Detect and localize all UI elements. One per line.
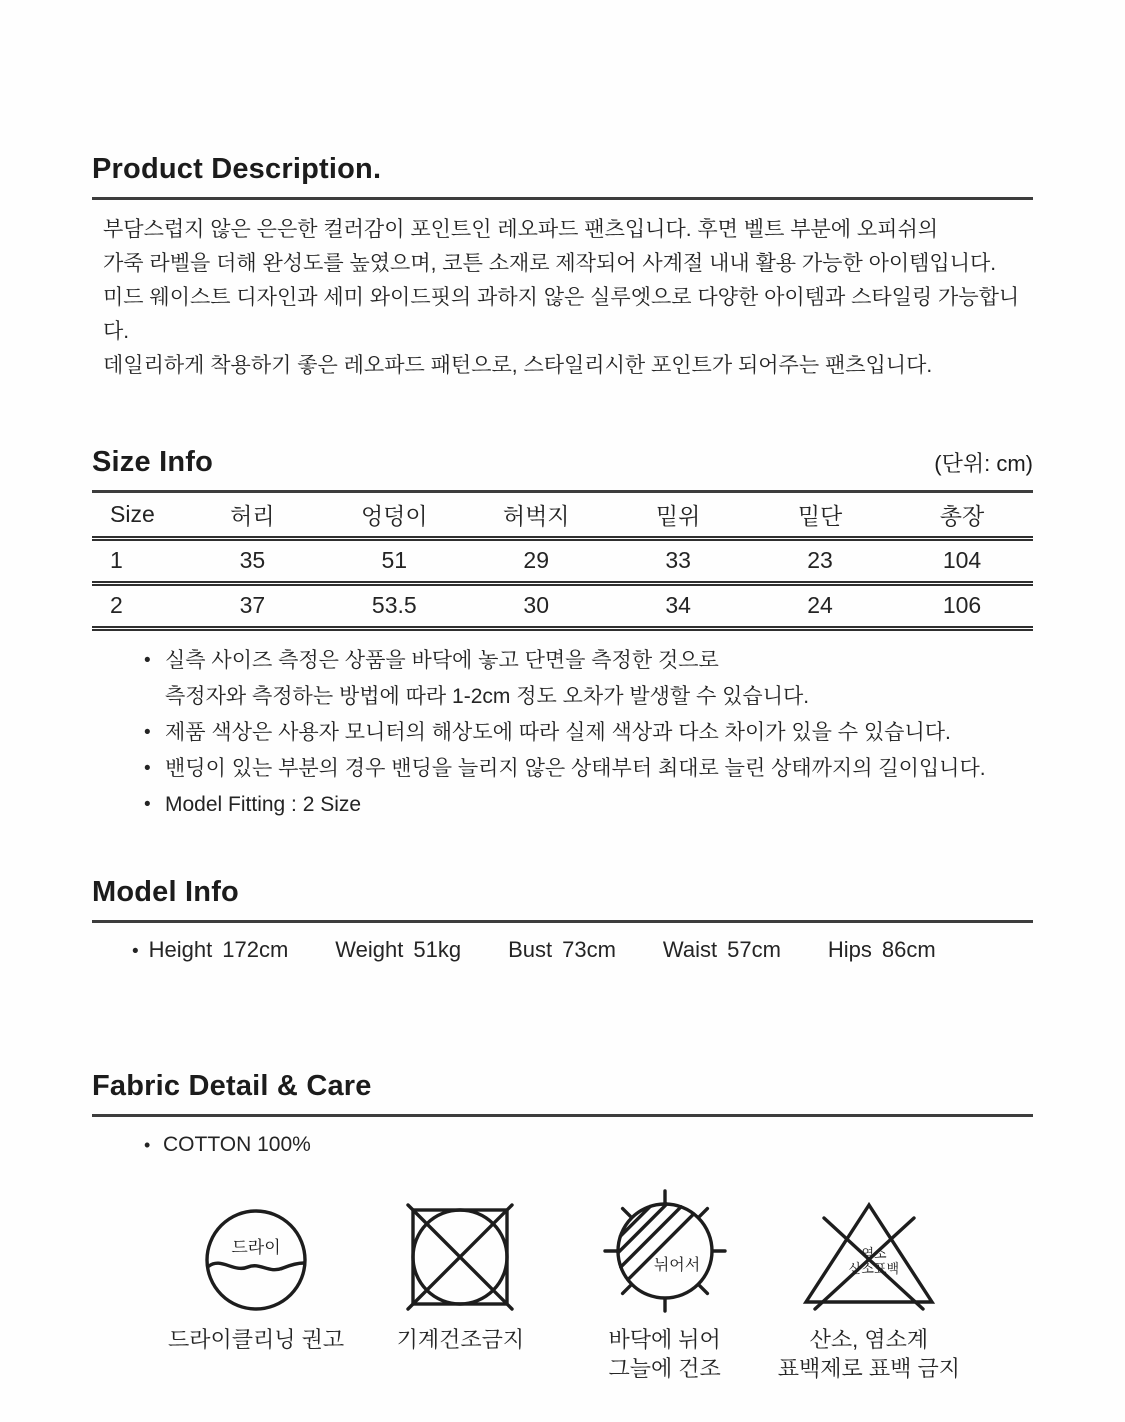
hip-cell: 51	[381, 547, 408, 573]
bullet-icon: •	[144, 721, 151, 743]
bullet-icon: •	[132, 940, 139, 962]
rise-cell: 34	[665, 592, 691, 618]
fabric-care-title: Fabric Detail & Care	[92, 1069, 372, 1102]
column-header-waist: 허리	[230, 502, 275, 529]
model-stats	[92, 937, 1033, 963]
size-table	[92, 493, 1033, 631]
care-label: 바닥에 뉘어 그늘에 건조	[608, 1326, 721, 1381]
note-text: 밴딩이 있는 부분의 경우 밴딩을 늘리지 않은 상태부터 최대로 늘린 상태까지의 길이입니다.	[165, 756, 986, 780]
table-row	[92, 538, 1033, 583]
model-info-header	[92, 873, 1033, 923]
model-stat-weight	[335, 937, 461, 963]
model-stat-height	[132, 937, 288, 963]
care-item-no-bleach	[767, 1191, 971, 1383]
care-label: 산소, 염소계 표백제로 표백 금지	[777, 1326, 960, 1381]
note-line	[144, 751, 1033, 787]
fabric-care-section	[92, 1067, 1033, 1383]
description-line: 가죽 라벨을 더해 완성도를 높였으며, 코튼 소재로 제작되어 사계절 내내 활용 가능한 아이템입니다.	[103, 252, 997, 275]
stat-value: 86cm	[881, 936, 936, 962]
stat-value: 51kg	[413, 936, 462, 962]
hip-cell: 53.5	[371, 592, 417, 618]
stat-label: Bust	[508, 936, 553, 962]
hem-cell: 24	[807, 592, 833, 618]
note-line	[144, 715, 1033, 751]
bullet-icon	[144, 679, 165, 715]
column-header-thigh: 허벅지	[502, 502, 570, 529]
column-header-length: 총장	[939, 502, 985, 529]
size-info-header	[92, 443, 1033, 493]
model-info-section	[92, 873, 1033, 963]
column-header-hip: 엉덩이	[360, 502, 428, 529]
care-item-dry-clean	[154, 1191, 358, 1383]
no-bleach-icon	[793, 1191, 945, 1313]
care-icons-row	[92, 1191, 1033, 1383]
thigh-cell: 30	[523, 592, 549, 618]
note-line	[144, 787, 1033, 823]
column-header-hem: 밑단	[797, 502, 843, 529]
description-line: 부담스럽지 않은 은은한 컬러감이 포인트인 레오파드 팬츠입니다. 후면 벨트 부분에 오피쉬의	[103, 218, 939, 241]
care-label: 기계건조금지	[396, 1326, 525, 1352]
stat-value: 172cm	[222, 936, 289, 962]
column-header-rise: 밑위	[655, 502, 701, 529]
bullet-icon: •	[144, 1134, 151, 1155]
no-tumble-dry-icon	[404, 1191, 516, 1313]
waist-cell: 35	[239, 547, 266, 573]
model-stat-bust	[508, 937, 616, 963]
bullet-icon: •	[144, 793, 151, 815]
note-text: 실측 사이즈 측정은 상품을 바닥에 놓고 단면을 측정한 것으로	[165, 648, 719, 672]
note-text: 제품 색상은 사용자 모니터의 해상도에 따라 실제 색상과 다소 차이가 있을 수 있습니다.	[165, 720, 951, 744]
size-info-title: Size Info	[92, 446, 214, 478]
length-cell: 106	[942, 592, 982, 618]
size-cell: 1	[110, 547, 123, 573]
no-bleach-icon-text-line2: 산소표백	[848, 1260, 899, 1276]
dry-flat-shade-icon	[603, 1191, 727, 1313]
size-table-header-row	[92, 493, 1033, 538]
stat-value: 57cm	[727, 936, 781, 962]
model-stat-waist	[663, 937, 781, 963]
product-description-title: Product Description.	[92, 153, 382, 185]
composition-text: COTTON 100%	[163, 1132, 311, 1156]
care-item-dry-flat-shade	[563, 1191, 767, 1383]
fabric-composition	[92, 1129, 1033, 1161]
waist-cell: 37	[239, 592, 266, 618]
stat-label: Hips	[827, 936, 872, 962]
column-header-size: Size	[110, 500, 155, 527]
description-line: 미드 웨이스트 디자인과 세미 와이드핏의 과하지 않은 실루엣으로 다양한 아이템과 스타일링 가능합니다.	[103, 286, 1020, 343]
no-bleach-icon-text-line1: 염소	[861, 1245, 887, 1261]
product-description-section	[92, 150, 1033, 383]
note-text: 측정자와 측정하는 방법에 따라 1-2cm 정도 오차가 발생할 수 있습니다.	[165, 684, 810, 708]
note-text: Model Fitting : 2 Size	[165, 792, 362, 816]
description-line: 데일리하게 착용하기 좋은 레오파드 패턴으로, 스타일리시한 포인트가 되어주는 팬츠입니다.	[103, 354, 933, 377]
size-unit-note: (단위: cm)	[934, 451, 1033, 476]
care-item-no-tumble-dry	[358, 1191, 562, 1383]
table-row	[92, 583, 1033, 628]
bullet-icon: •	[144, 649, 151, 671]
stat-label: Waist	[662, 936, 718, 962]
dry-clean-icon	[203, 1191, 309, 1313]
size-notes	[92, 643, 1033, 823]
size-info-section	[92, 443, 1033, 823]
product-description-header	[92, 150, 1033, 200]
fabric-care-header	[92, 1067, 1033, 1117]
rise-cell: 33	[665, 547, 691, 573]
note-line	[144, 643, 1033, 679]
hem-cell: 23	[807, 547, 833, 573]
dry-clean-icon-text: 드라이	[231, 1237, 281, 1257]
size-cell: 2	[110, 592, 123, 618]
length-cell: 104	[942, 547, 982, 573]
stat-value: 73cm	[562, 936, 616, 962]
model-info-title: Model Info	[92, 875, 239, 908]
bullet-icon: •	[144, 757, 151, 779]
model-stat-hips	[828, 937, 936, 963]
note-line	[144, 679, 1033, 715]
stat-label: Weight	[335, 936, 404, 962]
thigh-cell: 29	[523, 547, 549, 573]
dry-flat-shade-icon-text: 뉘어서	[653, 1256, 700, 1274]
care-label: 드라이클리닝 권고	[168, 1326, 345, 1352]
product-description-text	[92, 213, 1033, 383]
stat-label: Height	[148, 936, 213, 962]
